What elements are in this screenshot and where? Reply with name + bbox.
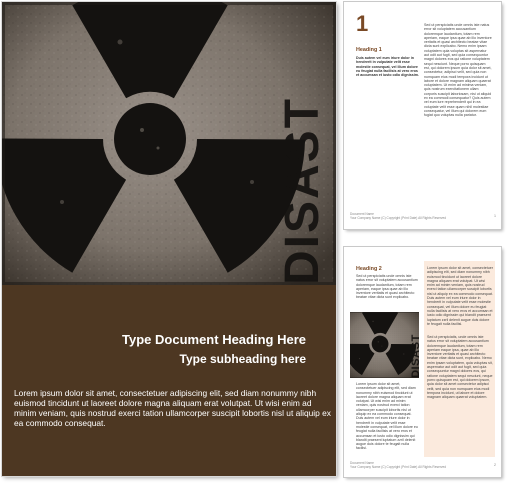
page-1-hazard-photo <box>344 157 501 205</box>
page-1-heading: Heading 1 <box>356 47 382 53</box>
page-1-number: 1 <box>356 11 369 36</box>
radiation-hazard-photo <box>2 2 336 285</box>
page-2-heading: Heading 2 <box>356 266 382 272</box>
cover-body-text: Lorem ipsum dolor sit amet, consectetuer adipiscing elit, sed diam nonummy nibh euismod tincidunt ut laoreet dolore magna aliquam erat volutpat. Ut wisi enim ad minim veniam, quis nostrud exerci tation ullamcorper suscipit lobortis nisl ut aliquip ex ea commodo consequat. <box>14 388 331 428</box>
page-2-hazard-photo <box>350 312 419 378</box>
page-2-right-bottom-text: Sed ut perspiciatis, unde omnis iste natus error sit voluptatem accusantium doloremque laudantium, totam rem aperiam eaque ipsa, quae ab illo inventore veritatis et quasi architecto beatae vitae dicta sunt, explicabo. Nemo enim ipsam voluptatem, quia voluptas sit, aspernatur aut odit aut fugit, sed quia consequuntur magni dolores eos, qui ratione voluptatem sequi nesciunt, neque porro quisquam est, qui dolorem ipsum, quia dolor sit amet consectetur adipisci velit, sed quia non numquam eius modi tempora incidunt, ut labore et dolore magnam aliquam quaerat voluptatem. <box>427 335 493 400</box>
page-1-thumbnail[interactable] <box>344 2 501 229</box>
page-2-footer-copyright: Your Company Name (C) Copyright (Print Date) All Rights Reserved <box>350 465 447 469</box>
document-heading: Type Document Heading Here <box>122 332 306 347</box>
page-2-footer-name: Document Name <box>350 461 374 465</box>
page-2-thumbnail[interactable] <box>344 247 501 477</box>
document-subheading: Type subheading here <box>179 352 306 366</box>
page-2-page-number: 2 <box>494 463 496 467</box>
page-1-footer-name: Document Name <box>350 212 374 216</box>
page-1-right-column: Sed ut perspiciatis unde omnis iste natus error sit voluptatem accusantium doloremque laudantium, totam rem aperiam, eaque ipsa quae ab illo inventore veritatis et quasi architecto beatae vitae dicta sunt explicabo. Nemo enim ipsam voluptatem quia voluptas sit aspernatur aut odit aut fugit, sed quia consequuntur magni dolores eos qui ratione voluptatem sequi nesciunt. Neque porro quisquam est, qui dolorem ipsum quia dolor sit amet, consectetur, adipisci velit, sed quia non numquam eius modi tempora incidunt ut labore et dolore magnam aliquam quaerat voluptatem. Ut enim ad minima veniam, quis nostrum exercitationem ullam corporis suscipit laboriosam, nisi ut aliquid ex ea commodi consequatur? Quis autem vel eum iure reprehenderit qui in ea voluptate velit esse quam nihil molestiae consequatur, vel illum qui dolorem eum fugiat quo voluptas nulla pariatur. <box>424 23 492 118</box>
page-2-left-bottom-text: Lorem ipsum dolor sit amet, consectetuer adipiscing elit, sed diam nonummy nibh euismod tincidunt ut laoreet dolore magna aliquam erat volutpat. Ut wisi enim ad minim veniam, quis nostrud exerci tation ullamcorper suscipit lobortis nisl ut aliquip ex ea commodo consequat. Duis autem vel eum iriure dolor in hendrerit in vulputate velit esse molestie consequat, vel illum dolore eu feugiat nulla facilisis at vero eros et accumsan et iusto odio dignissim qui blandit praesent luptatum zzril delenit augue duis dolore te feugait nulla facilisi. <box>356 382 418 450</box>
page-1-footer-copyright: Your Company Name (C) Copyright (Print Date) All Rights Reserved <box>350 216 447 220</box>
page-2-right-top-text: Lorem ipsum dolor sit amet, consectetuer adipiscing elit, sed diam nonummy nibh euismod tincidunt ut laoreet dolore magna aliquam erat volutpat. Ut wisi enim ad minim veniam, quis nostrud exerci tation ullamcorper suscipit lobortis nisl ut aliquip ex ea commodo consequat. Duis autem vel eum iriure dolor in hendrerit in vulputate velit esse molestie consequat, vel illum dolore eu feugiat nulla facilisis at vero eros et accumsan et iusto odio dignissim qui blandit praesent luptatum zzril delenit augue duis dolore te feugait nulla facilisi. <box>427 266 493 326</box>
page-1-page-number: 1 <box>494 214 496 218</box>
cover-page <box>2 2 336 476</box>
page-2-intro-text: Sed ut perspiciatis unde omnis iste natus error sit voluptatem accusantium doloremque laudantium, totam rem aperiam, eaque ipsa quae ab illo inventore veritatis et quasi architecto beatae vitae dicta sunt explicabo. <box>356 274 418 300</box>
page-1-intro-text: Duis autem vel eum iriure dolor in hendrerit in vulputate velit esse molestie consequat, vel illum dolore eu feugiat nulla facilisis at vero eros et accumsan et iusto odio dignissim. <box>356 56 419 78</box>
